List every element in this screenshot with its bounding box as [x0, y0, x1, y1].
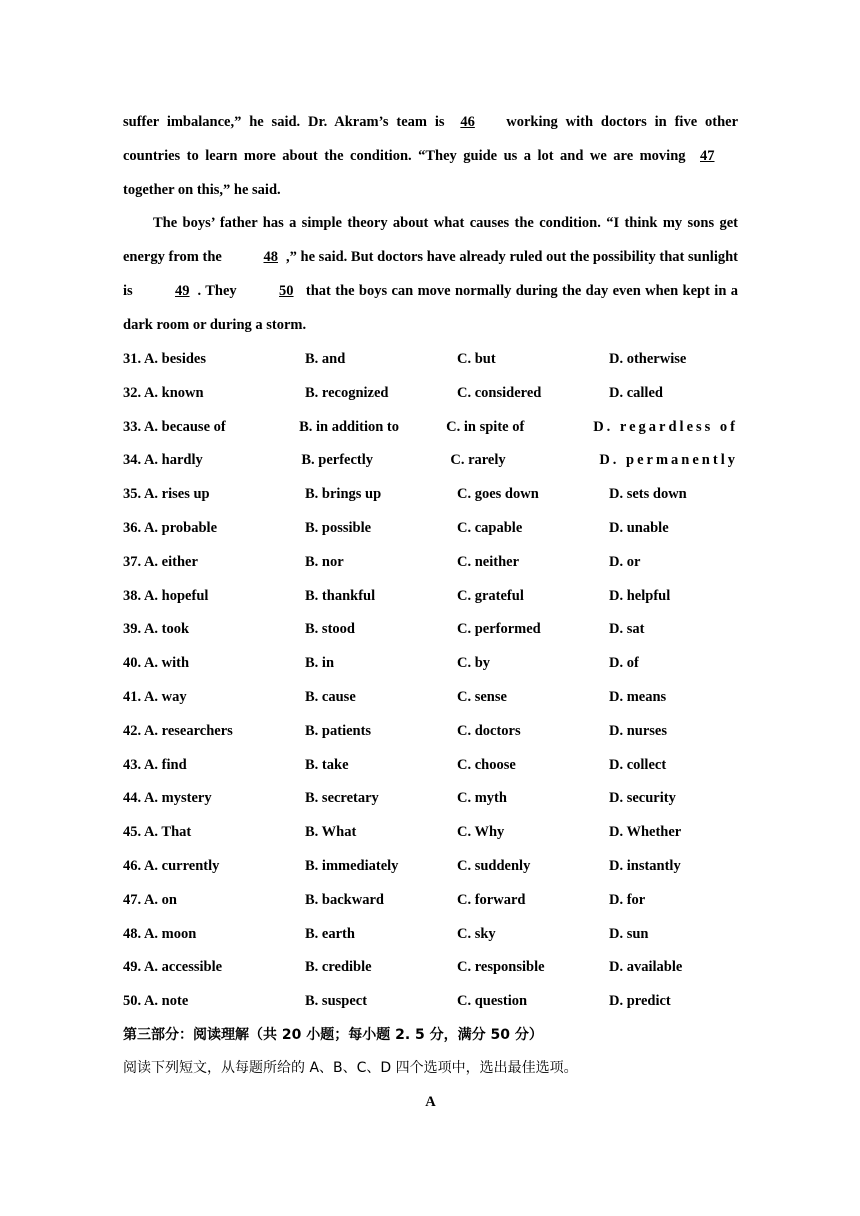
- option-c: C. performed: [457, 621, 541, 638]
- option-b: B. take: [305, 756, 349, 773]
- blank-46: 46: [460, 114, 475, 130]
- option-b: B. backward: [305, 891, 384, 908]
- blank-49: 49: [175, 282, 190, 299]
- option-b: B. nor: [305, 553, 344, 570]
- option-d: D. means: [609, 688, 667, 705]
- option-a: 42. A. researchers: [123, 722, 233, 739]
- question-row: [123, 816, 738, 850]
- question-row: [123, 782, 738, 816]
- option-c: C. responsible: [457, 959, 545, 976]
- option-c: C. forward: [457, 891, 526, 908]
- question-row: [123, 985, 738, 1019]
- question-options-list: [123, 343, 738, 1019]
- question-row: [123, 376, 738, 410]
- option-a: 43. A. find: [123, 756, 187, 773]
- option-b: B. immediately: [305, 857, 399, 874]
- option-b: B. in addition to: [299, 418, 399, 435]
- option-c: C. sky: [457, 925, 496, 942]
- option-c: C. question: [457, 993, 528, 1010]
- option-b: B. stood: [305, 621, 355, 638]
- option-a: 32. A. known: [123, 384, 204, 401]
- question-row: [123, 579, 738, 613]
- option-d: D. permanently: [599, 452, 738, 469]
- passage-letter: A: [425, 1094, 436, 1111]
- option-c: C. doctors: [457, 722, 521, 739]
- option-c: C. myth: [457, 790, 507, 807]
- blank-47: 47: [700, 147, 715, 164]
- section-heading: 第三部分：阅读理解（共 20 小题；每小题 2. 5 分，满分 50 分）: [123, 1026, 543, 1043]
- option-a: 41. A. way: [123, 688, 187, 705]
- option-a: 50. A. note: [123, 993, 189, 1010]
- option-a: 31. A. besides: [123, 350, 206, 367]
- option-a: 34. A. hardly: [123, 452, 203, 469]
- option-c: C. rarely: [450, 452, 506, 469]
- option-d: D. predict: [609, 993, 671, 1010]
- option-c: C. in spite of: [446, 418, 525, 435]
- passage-text: suffer imbalance,” he said. Dr. Akram’s team is: [123, 114, 445, 130]
- option-b: B. suspect: [305, 993, 368, 1010]
- question-row: [123, 850, 738, 884]
- option-c: C. suddenly: [457, 857, 531, 874]
- option-b: B. thankful: [305, 587, 376, 604]
- question-row: [123, 343, 738, 377]
- option-d: D. collect: [609, 756, 667, 773]
- passage-text: that the boys can move normally during the day even when kept in a dark room or during a storm.: [123, 282, 738, 333]
- option-d: D. called: [609, 384, 663, 401]
- option-b: B. perfectly: [301, 452, 374, 469]
- option-d: D. helpful: [609, 587, 671, 604]
- option-d: D. nurses: [609, 722, 668, 739]
- option-d: D. instantly: [609, 857, 681, 874]
- option-d: D. regardless of: [593, 418, 738, 435]
- option-d: D. or: [609, 553, 641, 570]
- question-row: [123, 714, 738, 748]
- passage-text: ,” he said. But doctors have already ruled out the possibility that sunlight is: [123, 249, 739, 299]
- option-a: 39. A. took: [123, 621, 190, 638]
- option-d: D. of: [609, 655, 639, 672]
- option-c: C. goes down: [457, 486, 539, 503]
- blank-48: 48: [263, 249, 278, 266]
- option-d: D. otherwise: [609, 350, 687, 367]
- question-row: [123, 512, 738, 546]
- option-d: D. sun: [609, 925, 649, 942]
- option-b: B. patients: [305, 722, 372, 739]
- question-row: [123, 681, 738, 715]
- question-row: [123, 917, 738, 951]
- question-row: [123, 951, 738, 985]
- question-row: [123, 613, 738, 647]
- passage-paragraph-2: [123, 207, 738, 342]
- option-b: B. What: [305, 824, 357, 841]
- option-d: D. available: [609, 959, 683, 976]
- option-c: C. by: [457, 655, 491, 672]
- option-d: D. Whether: [609, 824, 682, 841]
- document-page: [123, 106, 738, 1120]
- question-row: [123, 883, 738, 917]
- option-d: D. sat: [609, 621, 645, 638]
- passage-text: The boys’ father has a simple theory about what causes the condition. “I think my sons get energy from the: [123, 215, 738, 266]
- passage-text: together on this,” he said.: [123, 181, 281, 198]
- option-a: 37. A. either: [123, 553, 198, 570]
- option-c: C. considered: [457, 384, 542, 401]
- option-c: C. capable: [457, 519, 523, 536]
- option-d: D. security: [609, 790, 676, 807]
- question-row: [123, 444, 738, 478]
- option-a: 45. A. That: [123, 824, 192, 841]
- option-c: C. but: [457, 350, 496, 367]
- passage-text: . They: [197, 282, 237, 299]
- option-d: D. sets down: [609, 486, 687, 503]
- option-d: D. unable: [609, 519, 669, 536]
- option-a: 46. A. currently: [123, 857, 220, 874]
- option-b: B. secretary: [305, 790, 379, 807]
- option-b: B. and: [305, 350, 346, 367]
- question-row: [123, 748, 738, 782]
- option-b: B. possible: [305, 519, 372, 536]
- question-row: [123, 478, 738, 512]
- option-a: 38. A. hopeful: [123, 587, 209, 604]
- option-b: B. brings up: [305, 486, 382, 503]
- question-row: [123, 410, 738, 444]
- option-b: B. earth: [305, 925, 355, 942]
- option-a: 40. A. with: [123, 655, 190, 672]
- question-row: [123, 647, 738, 681]
- option-c: C. sense: [457, 688, 507, 705]
- option-c: C. choose: [457, 756, 516, 773]
- option-a: 33. A. because of: [123, 418, 226, 435]
- option-a: 44. A. mystery: [123, 790, 212, 807]
- section-instruction: 阅读下列短文，从每题所给的 A、B、C、D 四个选项中，选出最佳选项。: [123, 1060, 578, 1077]
- option-b: B. recognized: [305, 384, 389, 401]
- blank-50: 50: [279, 282, 294, 299]
- option-b: B. credible: [305, 959, 372, 976]
- passage-text: working with doctors in five other countries to learn more about the condition. “They guide us a lot and we are moving: [123, 114, 739, 164]
- option-c: C. grateful: [457, 587, 524, 604]
- passage-paragraph-1: [123, 106, 738, 207]
- option-a: 49. A. accessible: [123, 959, 223, 976]
- option-a: 48. A. moon: [123, 925, 197, 942]
- option-a: 47. A. on: [123, 891, 177, 908]
- option-b: B. in: [305, 655, 335, 672]
- question-row: [123, 545, 738, 579]
- option-b: B. cause: [305, 688, 356, 705]
- option-c: C. neither: [457, 553, 520, 570]
- option-a: 35. A. rises up: [123, 486, 210, 503]
- option-a: 36. A. probable: [123, 519, 218, 536]
- option-d: D. for: [609, 891, 646, 908]
- option-c: C. Why: [457, 824, 505, 841]
